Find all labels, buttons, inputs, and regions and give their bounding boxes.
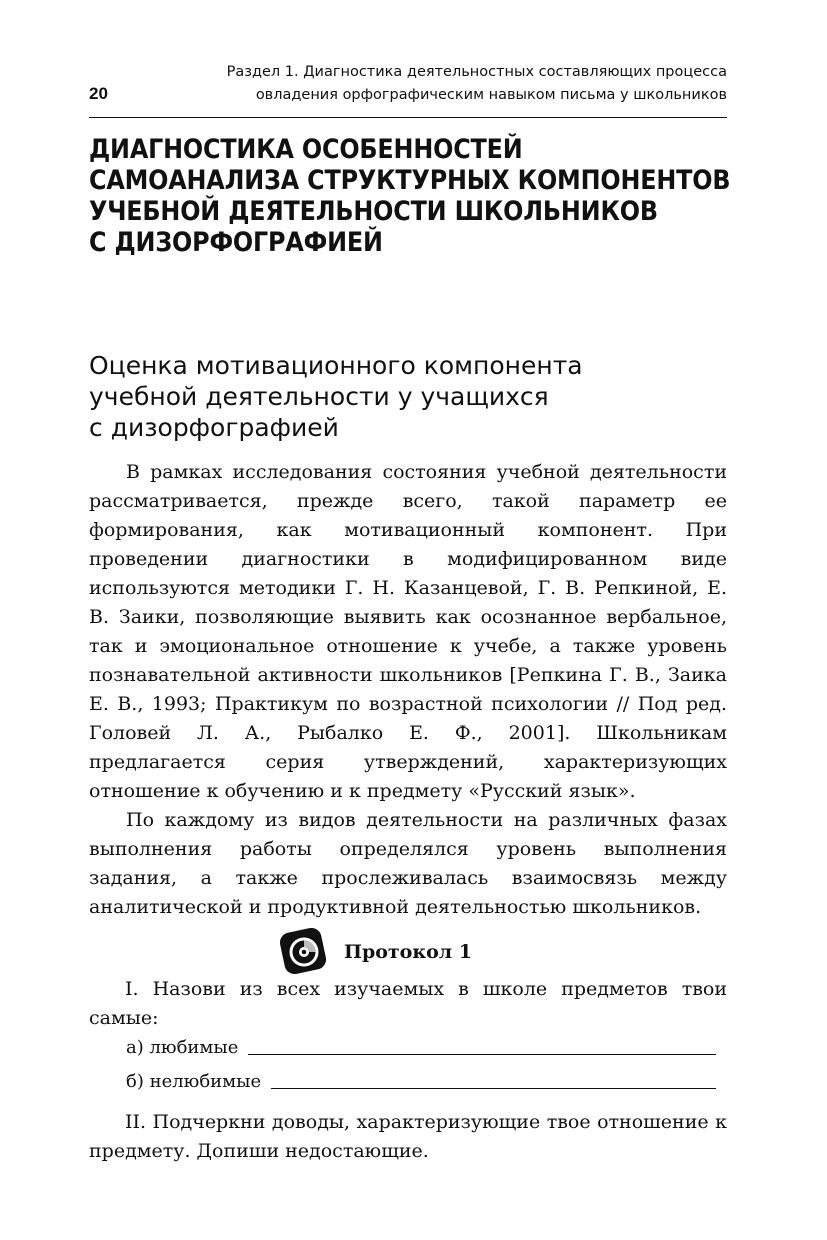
answer-favorite-label: а) любимые [126, 1037, 239, 1058]
answer-unloved-label: б) нелюбимые [126, 1071, 262, 1092]
body-text [89, 458, 727, 922]
running-title-line-1: Раздел 1. Диагностика деятельностных составляющих процесса [226, 64, 727, 80]
disc-icon [278, 928, 330, 976]
section-title-line-2: учебной деятельности у учащихся [89, 382, 549, 411]
question-2: II. Подчеркни доводы, характеризующие твое отношение к предмету. Допиши недостающие. [89, 1111, 727, 1162]
protocol-label: Протокол 1 [344, 941, 472, 963]
paragraph-2: По каждому из видов деятельности на различных фазах выполнения работы определялся уровень выполнения задания, а также прослеживалась взаимосвязь между аналитической и продуктивной деятельностью школьников. [89, 809, 727, 918]
running-title-line-2: овладения орфографическим навыком письма у школьников [255, 87, 727, 103]
paragraph-1: В рамках исследования состояния учебной деятельности рассматривается, прежде всего, такой параметр ее формирования, как мотивационный компонент. При проведении диагностики в модифицированном виде используются методики Г. Н. Казанцевой, Г. В. Репкиной, Е. В. Заики, позволяющие выявить как осознанное вербальное, так и эмоциональное отношение к учебе, а также уровень познавательной активности школьников [Репкина Г. В., Заика Е. В., 1993; Практикум по возрастной психологии // Под ред. Головей Л. А., Рыбалко Е. Ф., 2001]. Школьникам предлагается серия утверждений, характеризующих отношение к обучению и к предмету «Русский язык». [89, 461, 727, 802]
answer-unloved [126, 1064, 716, 1092]
protocol-heading [278, 928, 472, 976]
question-1: I. Назови из всех изучаемых в школе предметов твои самые: [89, 978, 727, 1029]
chapter-title-line-1: ДИАГНОСТИКА ОСОБЕННОСТЕЙ [89, 134, 523, 165]
section-title-line-1: Оценка мотивационного компонента [89, 351, 583, 380]
page-number: 20 [89, 84, 108, 103]
running-title [167, 61, 727, 107]
header-divider [89, 117, 727, 118]
answer-unloved-line [271, 1088, 716, 1089]
chapter-title [89, 134, 731, 258]
section-title-line-3: с дизорфографией [89, 413, 339, 442]
answer-favorite [126, 1030, 716, 1058]
chapter-title-line-3: УЧЕБНОЙ ДЕЯТЕЛЬНОСТИ ШКОЛЬНИКОВ [89, 196, 658, 227]
section-title [89, 350, 729, 443]
chapter-title-line-4: С ДИЗОРФОГРАФИЕЙ [89, 227, 383, 258]
answer-favorite-line [248, 1054, 716, 1055]
chapter-title-line-2: САМОАНАЛИЗА СТРУКТУРНЫХ КОМПОНЕНТОВ [89, 165, 731, 196]
